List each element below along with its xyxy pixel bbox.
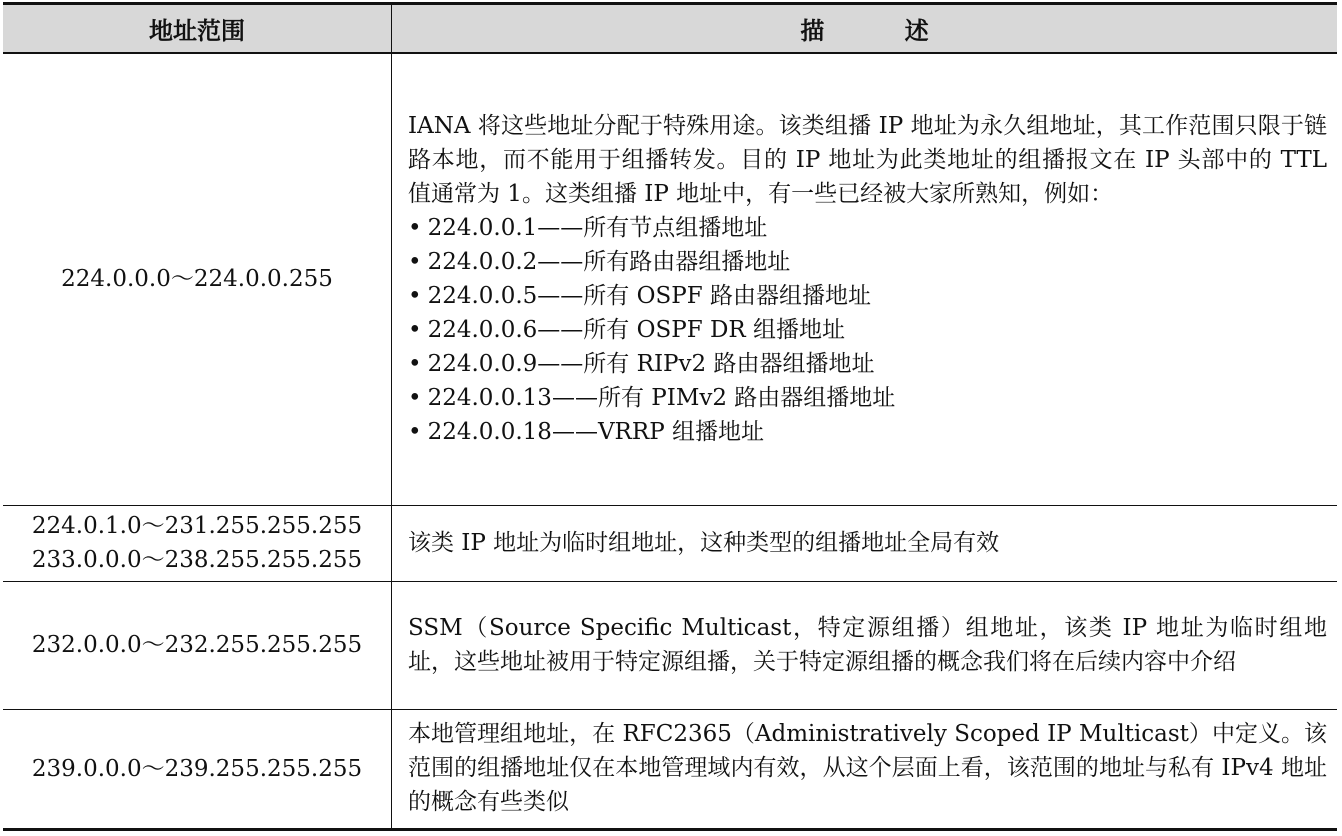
range-cell (3, 53, 392, 505)
bullet-dot-icon: • (408, 350, 422, 377)
bullet-text: 224.0.0.9——所有 RIPv2 路由器组播地址 (427, 350, 875, 377)
range-cell (3, 505, 392, 581)
range-text: 224.0.1.0～231.255.255.255 (31, 513, 363, 539)
header-address-range: 地址范围 (3, 4, 392, 54)
description-cell (392, 581, 1338, 709)
bullet-dot-icon: • (408, 418, 422, 445)
bullet-text: 224.0.0.2——所有路由器组播地址 (427, 248, 791, 275)
description-text: 本地管理组地址，在 RFC2365（Administratively Scoped IP Multicast）中定义。该范围的组播地址仅在本地管理域内有效，从这个层面上看，该范围的地址与私有 IPv4 地址的概念有些类似 (408, 721, 1327, 815)
bullet-text: 224.0.0.18——VRRP 组播地址 (427, 418, 764, 445)
description-cell (392, 505, 1338, 581)
description-text: SSM（Source Specific Multicast，特定源组播）组地址，该类 IP 地址为临时组地址，这些地址被用于特定源组播，关于特定源组播的概念我们将在后续内容中介绍 (408, 614, 1327, 675)
multicast-address-table (3, 2, 1337, 831)
bullet-dot-icon: • (408, 248, 422, 275)
header-description: 描 述 (392, 4, 1338, 54)
table-row (3, 505, 1337, 581)
bullet-text: 224.0.0.6——所有 OSPF DR 组播地址 (427, 316, 846, 343)
bullet-text: 224.0.0.1——所有节点组播地址 (427, 214, 768, 241)
range-cell (3, 709, 392, 829)
table-row (3, 53, 1337, 505)
description-cell (392, 53, 1338, 505)
range-cell (3, 581, 392, 709)
range-text: 224.0.0.0～224.0.0.255 (61, 266, 333, 293)
bullet-item (408, 279, 1327, 313)
bullet-dot-icon: • (408, 384, 422, 411)
header-row (3, 4, 1337, 54)
description-cell (392, 709, 1338, 829)
bullet-text: 224.0.0.5——所有 OSPF 路由器组播地址 (427, 282, 871, 309)
bullet-text: 224.0.0.13——所有 PIMv2 路由器组播地址 (427, 384, 896, 411)
bullet-item (408, 245, 1327, 279)
bullet-item (408, 211, 1327, 245)
table-row (3, 581, 1337, 709)
bullet-item (408, 347, 1327, 381)
range-text: 233.0.0.0～238.255.255.255 (31, 547, 363, 573)
bullet-dot-icon: • (408, 214, 422, 241)
description-text: IANA 将这些地址分配于特殊用途。该类组播 IP 地址为永久组地址，其工作范围只限于链路本地，而不能用于组播转发。目的 IP 地址为此类地址的组播报文在 IP 头部中的 TTL 值通常为 1。这类组播 IP 地址中，有一些已经被大家所熟知，例如： (408, 112, 1327, 207)
range-text: 239.0.0.0～239.255.255.255 (31, 755, 363, 782)
bullet-dot-icon: • (408, 282, 422, 309)
bullet-dot-icon: • (408, 316, 422, 343)
range-text: 232.0.0.0～232.255.255.255 (31, 632, 363, 658)
table-row (3, 709, 1337, 829)
description-text: 该类 IP 地址为临时组地址，这种类型的组播地址全局有效 (408, 529, 1000, 556)
bullet-item (408, 415, 1327, 449)
multicast-address-table-container (3, 2, 1337, 831)
bullet-item (408, 313, 1327, 347)
bullet-item (408, 381, 1327, 415)
